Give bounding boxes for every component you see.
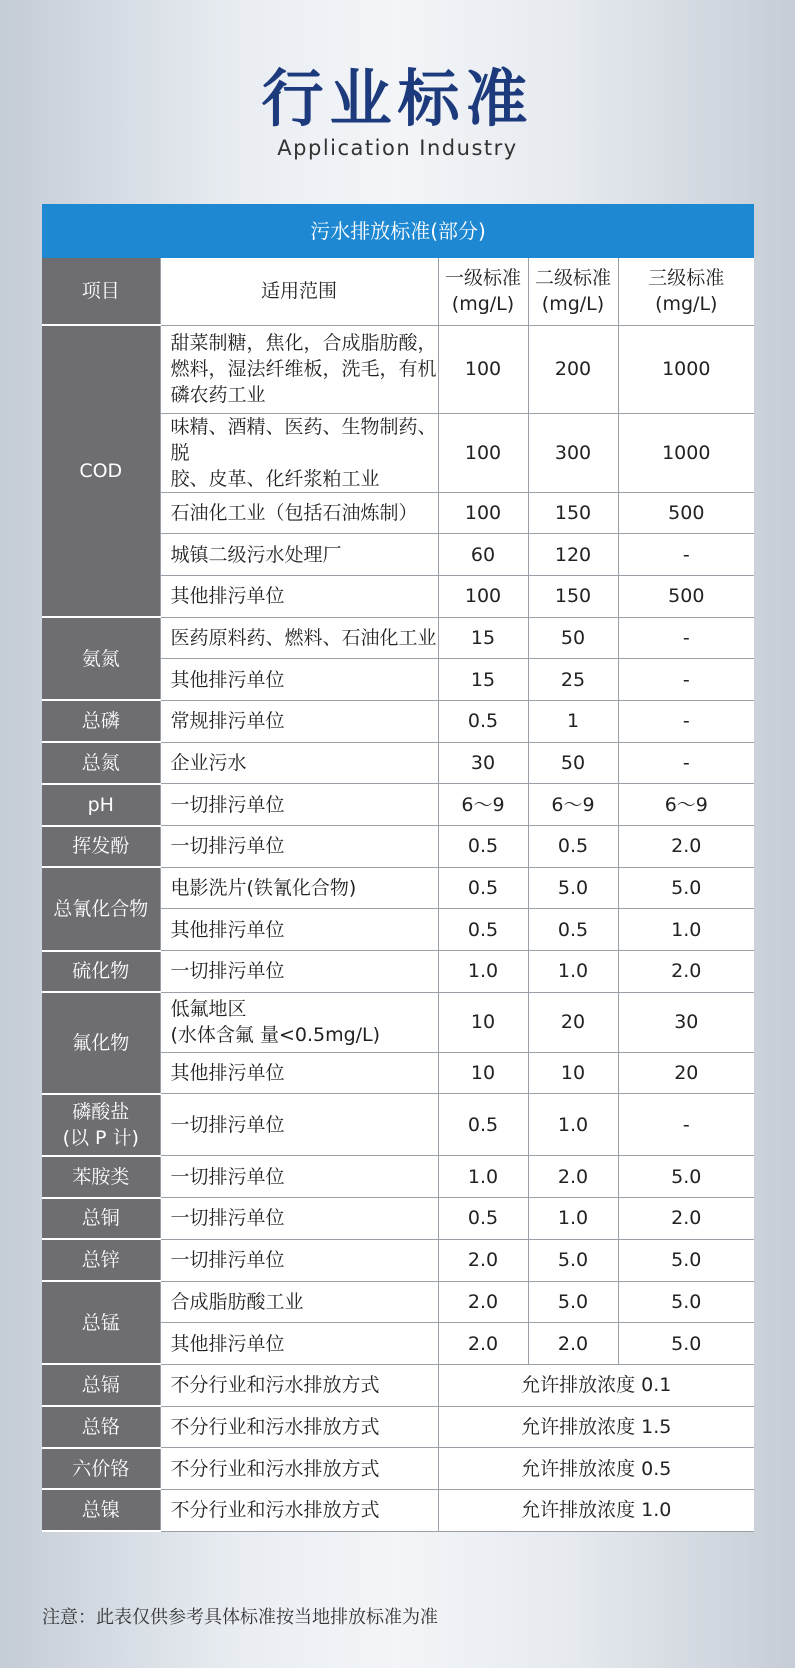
- level-2-value: 1.0: [528, 951, 618, 993]
- level-1-value: 0.5: [438, 909, 528, 951]
- level-1-value: 2.0: [438, 1281, 528, 1323]
- level-1-value: 0.5: [438, 1094, 528, 1156]
- item-cell: 总铜: [42, 1198, 160, 1240]
- merged-value-cell: 允许排放浓度 0.1: [438, 1364, 754, 1406]
- item-cell: 总氮: [42, 742, 160, 784]
- item-cell: 苯胺类: [42, 1156, 160, 1198]
- level-1-value: 10: [438, 992, 528, 1052]
- level-1-value: 0.5: [438, 826, 528, 868]
- scope-cell: 其他排污单位: [160, 575, 438, 617]
- scope-cell: 城镇二级污水处理厂: [160, 534, 438, 576]
- level-2-value: 300: [528, 413, 618, 492]
- level-2-value: 6～9: [528, 784, 618, 826]
- scope-cell: 一切排污单位: [160, 784, 438, 826]
- level-2-value: 50: [528, 742, 618, 784]
- table-row: [42, 1239, 754, 1281]
- table-row: [42, 1198, 754, 1240]
- scope-cell: 其他排污单位: [160, 659, 438, 701]
- scope-cell: 石油化工业（包括石油炼制）: [160, 492, 438, 534]
- scope-cell: 一切排污单位: [160, 1198, 438, 1240]
- header-scope: 适用范围: [160, 258, 438, 325]
- footer-note: 注意：此表仅供参考具体标准按当地排放标准为准: [42, 1607, 438, 1628]
- item-cell: 挥发酚: [42, 826, 160, 868]
- table-row: [42, 1156, 754, 1198]
- item-cell: 总氰化合物: [42, 867, 160, 950]
- level-3-value: -: [618, 659, 754, 701]
- level-2-value: 50: [528, 617, 618, 659]
- item-cell: 总磷: [42, 700, 160, 742]
- scope-cell: 一切排污单位: [160, 826, 438, 868]
- table-row: [42, 617, 754, 659]
- level-3-value: -: [618, 534, 754, 576]
- level-3-value: -: [618, 617, 754, 659]
- level-2-value: 10: [528, 1052, 618, 1094]
- level-3-value: 2.0: [618, 1198, 754, 1240]
- table-row: [42, 826, 754, 868]
- level-2-value: 200: [528, 325, 618, 413]
- merged-value-cell: 允许排放浓度 0.5: [438, 1448, 754, 1490]
- scope-cell: 其他排污单位: [160, 1323, 438, 1365]
- level-1-value: 0.5: [438, 867, 528, 909]
- scope-cell: 企业污水: [160, 742, 438, 784]
- level-2-value: 150: [528, 492, 618, 534]
- level-2-value: 0.5: [528, 826, 618, 868]
- scope-cell: 一切排污单位: [160, 951, 438, 993]
- item-cell: 六价铬: [42, 1448, 160, 1490]
- level-1-value: 15: [438, 617, 528, 659]
- item-cell: 氟化物: [42, 992, 160, 1094]
- level-2-value: 5.0: [528, 1239, 618, 1281]
- level-2-value: 1.0: [528, 1094, 618, 1156]
- table-row: [42, 1448, 754, 1490]
- level-2-value: 5.0: [528, 1281, 618, 1323]
- table-row: [42, 1406, 754, 1448]
- scope-cell: 一切排污单位: [160, 1239, 438, 1281]
- level-2-value: 2.0: [528, 1156, 618, 1198]
- scope-cell: 甜菜制糖，焦化，合成脂肪酸， 燃料，湿法纤维板，洗毛，有机 磷农药工业: [160, 325, 438, 413]
- scope-cell: 一切排污单位: [160, 1156, 438, 1198]
- table-row: [42, 700, 754, 742]
- scope-cell: 医药原料药、燃料、石油化工业: [160, 617, 438, 659]
- level-3-value: 30: [618, 992, 754, 1052]
- level-2-value: 1: [528, 700, 618, 742]
- scope-cell: 不分行业和污水排放方式: [160, 1406, 438, 1448]
- table-row: [42, 1281, 754, 1323]
- level-1-value: 100: [438, 413, 528, 492]
- level-2-value: 2.0: [528, 1323, 618, 1365]
- scope-cell: 不分行业和污水排放方式: [160, 1364, 438, 1406]
- table-row: [42, 325, 754, 413]
- level-3-value: 5.0: [618, 1281, 754, 1323]
- level-3-value: 5.0: [618, 1323, 754, 1365]
- level-3-value: 5.0: [618, 1239, 754, 1281]
- table-row: [42, 742, 754, 784]
- level-1-value: 100: [438, 492, 528, 534]
- item-cell: COD: [42, 325, 160, 617]
- scope-cell: 电影洗片(铁氰化合物): [160, 867, 438, 909]
- table-row: [42, 867, 754, 909]
- level-3-value: 6～9: [618, 784, 754, 826]
- level-2-value: 25: [528, 659, 618, 701]
- level-1-value: 100: [438, 575, 528, 617]
- item-cell: 总锰: [42, 1281, 160, 1364]
- item-cell: 总镍: [42, 1489, 160, 1531]
- level-1-value: 0.5: [438, 700, 528, 742]
- level-3-value: 5.0: [618, 1156, 754, 1198]
- table-row: [42, 1364, 754, 1406]
- scope-cell: 不分行业和污水排放方式: [160, 1448, 438, 1490]
- level-3-value: -: [618, 1094, 754, 1156]
- scope-cell: 低氟地区 (水体含氟 量<0.5mg/L): [160, 992, 438, 1052]
- item-cell: 总铬: [42, 1406, 160, 1448]
- level-3-value: 1000: [618, 325, 754, 413]
- item-cell: pH: [42, 784, 160, 826]
- level-1-value: 1.0: [438, 951, 528, 993]
- header-level-3: 三级标准 (mg/L): [618, 258, 754, 325]
- table-row: [42, 1094, 754, 1156]
- level-1-value: 15: [438, 659, 528, 701]
- level-2-value: 5.0: [528, 867, 618, 909]
- level-1-value: 2.0: [438, 1239, 528, 1281]
- merged-value-cell: 允许排放浓度 1.0: [438, 1489, 754, 1531]
- scope-cell: 常规排污单位: [160, 700, 438, 742]
- scope-cell: 其他排污单位: [160, 909, 438, 951]
- level-2-value: 1.0: [528, 1198, 618, 1240]
- standards-table: [42, 204, 754, 1532]
- scope-cell: 不分行业和污水排放方式: [160, 1489, 438, 1531]
- page-subtitle: Application Industry: [277, 136, 518, 160]
- scope-cell: 味精、酒精、医药、生物制药、脱 胶、皮革、化纤浆粕工业: [160, 413, 438, 492]
- item-cell: 磷酸盐 (以 P 计): [42, 1094, 160, 1156]
- level-1-value: 100: [438, 325, 528, 413]
- table-caption: 污水排放标准(部分): [42, 204, 754, 258]
- level-3-value: 2.0: [618, 826, 754, 868]
- level-1-value: 1.0: [438, 1156, 528, 1198]
- level-2-value: 20: [528, 992, 618, 1052]
- header-level-2: 二级标准 (mg/L): [528, 258, 618, 325]
- level-1-value: 2.0: [438, 1323, 528, 1365]
- level-1-value: 60: [438, 534, 528, 576]
- level-3-value: 500: [618, 575, 754, 617]
- level-2-value: 0.5: [528, 909, 618, 951]
- level-1-value: 10: [438, 1052, 528, 1094]
- level-2-value: 120: [528, 534, 618, 576]
- scope-cell: 其他排污单位: [160, 1052, 438, 1094]
- level-3-value: 1.0: [618, 909, 754, 951]
- level-3-value: 1000: [618, 413, 754, 492]
- level-1-value: 0.5: [438, 1198, 528, 1240]
- item-cell: 总镉: [42, 1364, 160, 1406]
- item-cell: 氨氮: [42, 617, 160, 700]
- level-3-value: 20: [618, 1052, 754, 1094]
- level-1-value: 6～9: [438, 784, 528, 826]
- item-cell: 总锌: [42, 1239, 160, 1281]
- item-cell: 硫化物: [42, 951, 160, 993]
- page-title: 行业标准: [261, 62, 534, 135]
- level-3-value: 2.0: [618, 951, 754, 993]
- level-1-value: 30: [438, 742, 528, 784]
- table-row: [42, 992, 754, 1052]
- scope-cell: 合成脂肪酸工业: [160, 1281, 438, 1323]
- level-3-value: 5.0: [618, 867, 754, 909]
- level-2-value: 150: [528, 575, 618, 617]
- table-row: [42, 784, 754, 826]
- table-row: [42, 951, 754, 993]
- header-level-1: 一级标准 (mg/L): [438, 258, 528, 325]
- scope-cell: 一切排污单位: [160, 1094, 438, 1156]
- level-3-value: 500: [618, 492, 754, 534]
- merged-value-cell: 允许排放浓度 1.5: [438, 1406, 754, 1448]
- level-3-value: -: [618, 700, 754, 742]
- header-item: 项目: [42, 258, 160, 325]
- table-row: [42, 1489, 754, 1531]
- level-3-value: -: [618, 742, 754, 784]
